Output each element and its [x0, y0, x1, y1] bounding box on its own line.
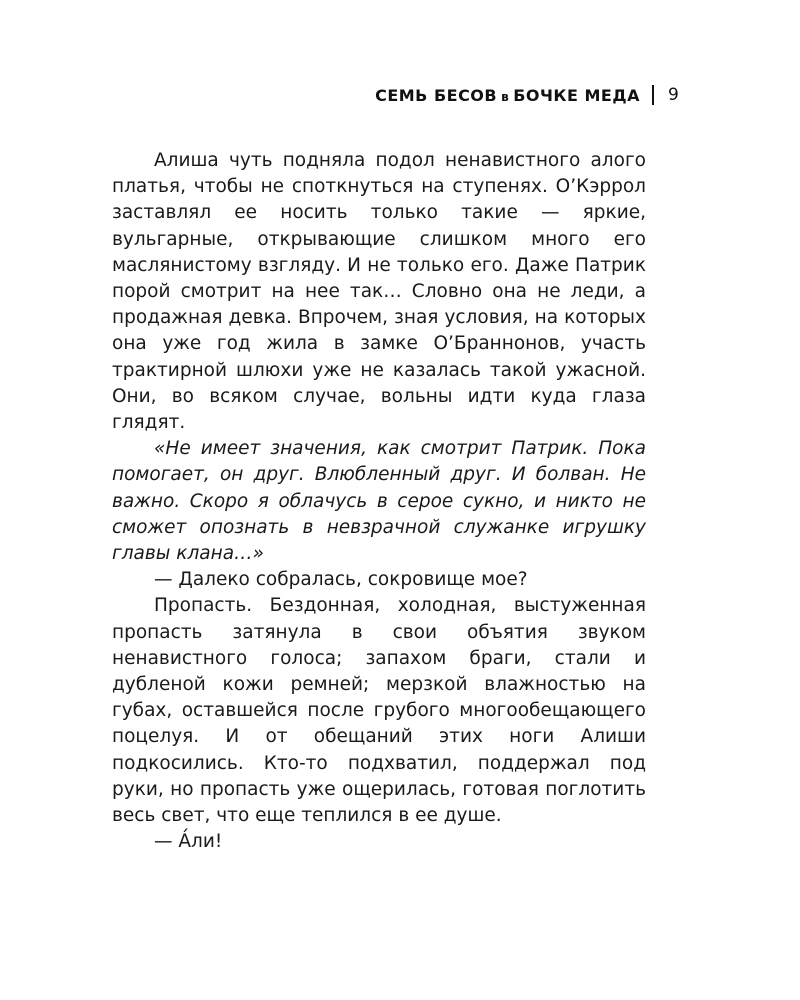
paragraph-3-dialogue: — Далеко собралась, сокровище мое?	[154, 569, 528, 591]
paragraph-2-inner-thought: «Не имеет значения, как смотрит Патрик. Пока помогает, он друг. Влюбленный друг. И болван. Не важно. Скоро я облачусь в серое сукно, и никто не сможет опознать в невзрачной служанке игрушку главы клана…»	[112, 438, 646, 565]
paragraph-5-dialogue: — А́ли!	[154, 831, 223, 853]
paragraph-1: Алиша чуть подняла подол ненавистного алого платья, чтобы не споткнуться на ступенях. О’Кэррол заставлял ее носить только такие — яркие, вульгарные, открывающие слишком много его маслянистому взгляду. И не только его. Даже Патрик порой смотрит на нее так… Словно она не леди, а продажная девка. Впрочем, зная условия, на которых она уже год жила в замке О’Браннонов, участь трактирной шлюхи уже не казалась такой ужасной. Они, во всяком случае, вольны идти куда глаза глядят.	[112, 150, 646, 434]
book-title	[375, 86, 640, 105]
book-title-part1: СЕМЬ БЕСОВ	[375, 85, 498, 105]
header-divider	[652, 85, 654, 105]
page-number: 9	[668, 85, 679, 105]
book-title-connector: в	[501, 89, 510, 104]
body-text	[112, 148, 646, 855]
running-head	[0, 82, 680, 108]
paragraph-4: Пропасть. Бездонная, холодная, выстуженная пропасть затянула в свои объятия звуком ненавистного голоса; запахом браги, стали и дубленой кожи ремней; мерзкой влажностью на губах, оставшейся после грубого многообещающего поцелуя. И от обещаний этих ноги Алиши подкосились. Кто-то подхватил, поддержал под руки, но пропасть уже ощерилась, готовая поглотить весь свет, что еще теплился в ее душе.	[112, 595, 646, 827]
book-title-part2: БОЧКЕ МЕДА	[513, 85, 640, 105]
